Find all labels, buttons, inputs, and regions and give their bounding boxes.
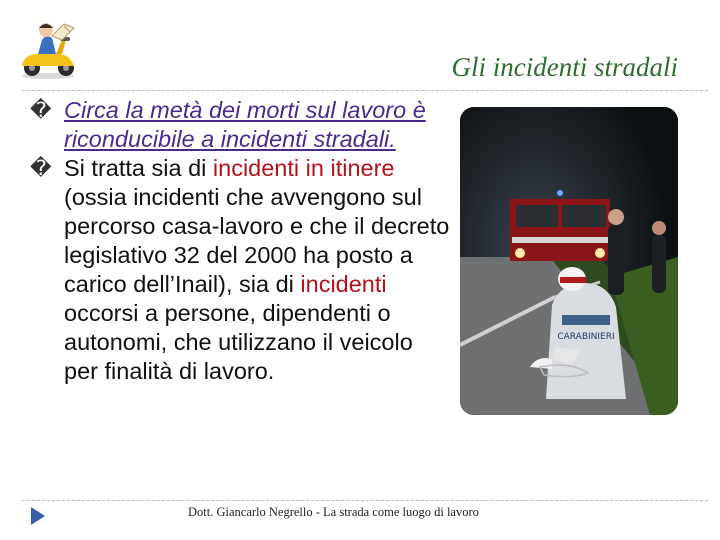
slide-title: Gli incidenti stradali <box>451 52 678 82</box>
bullet-text-prefix: Si tratta sia di <box>64 155 213 181</box>
triangle-right-icon[interactable] <box>30 506 46 526</box>
top-divider <box>22 90 708 91</box>
slide-footer: Dott. Giancarlo Negrello - La strada come luogo di lavoro <box>188 505 479 519</box>
bullet-marker: � <box>30 98 52 122</box>
bullet-marker: � <box>30 156 52 180</box>
bullet-item <box>30 96 450 154</box>
bottom-divider <box>22 500 708 501</box>
scooter-rider-logo <box>12 10 84 82</box>
bullet-list <box>30 96 450 386</box>
bullet-link[interactable]: Circa la metà dei morti sul lavoro è riconducibile a incidenti stradali. <box>64 97 426 152</box>
jacket-lettering: CARABINIERI <box>557 332 615 342</box>
bullet-text-middle: (ossia incidenti che avvengono sul percorso casa-lavoro e che il decreto legislativo 32 del 2000 ha posto a carico dell’Inail), sia di <box>64 184 450 297</box>
accident-photo <box>460 107 678 415</box>
bullet-text-suffix: occorsi a persone, dipendenti o autonomi, che utilizzano il veicolo per finalità di lavoro. <box>64 300 413 384</box>
highlight-term: incidenti in itinere <box>212 155 395 181</box>
bullet-item <box>30 154 450 386</box>
highlight-term: incidenti <box>300 271 387 297</box>
